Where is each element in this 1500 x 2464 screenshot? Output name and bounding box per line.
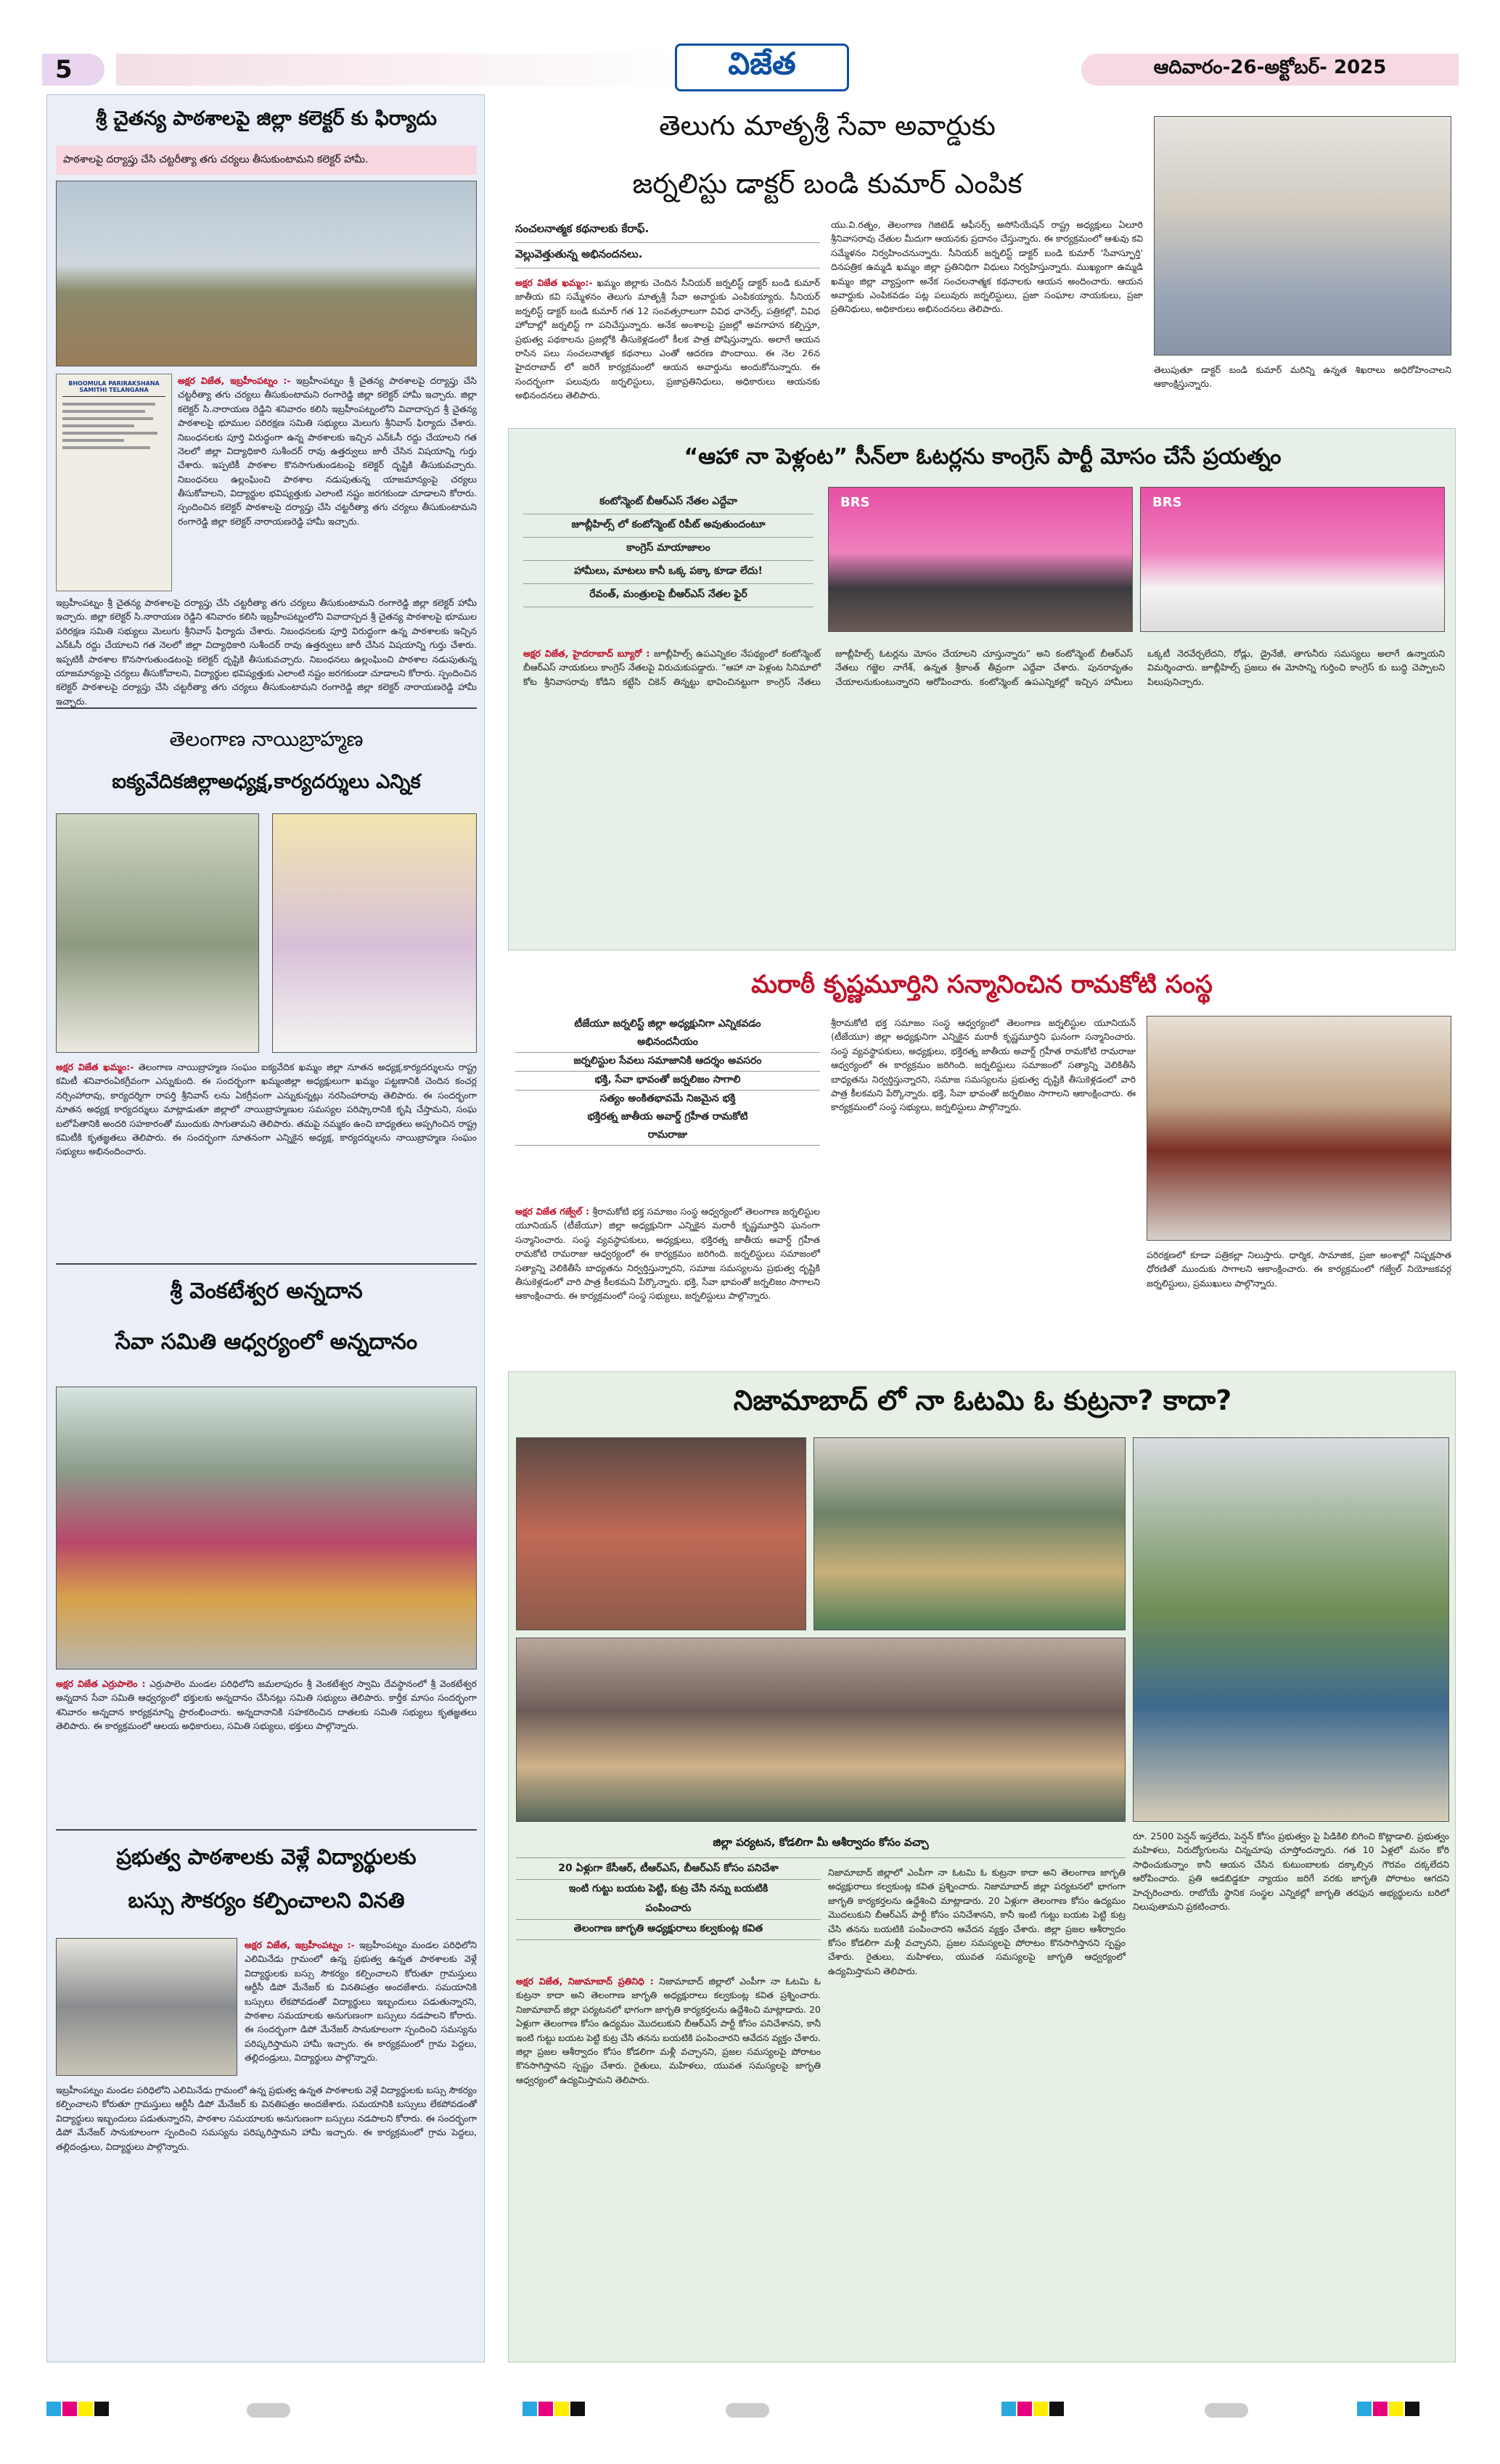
r4-body2 xyxy=(1133,1829,1449,2352)
r2-sub1: కంటోన్మెంట్ బీఆర్ఎస్ నేతల ఎద్దేవా xyxy=(523,491,813,514)
r3-subheads xyxy=(515,1016,820,1146)
divider xyxy=(56,707,477,709)
story1-dateline: అక్షర విజేత, ఇబ్రహీంపట్నం :- xyxy=(178,375,291,386)
masthead-title: విజేత xyxy=(728,46,796,81)
r4-text-col2: నిజామాబాద్ జిల్లాలో ఎంపీగా నా ఓటమి ఓ కుట్రనా కాదా అని తెలంగాణ జాగృతి అధ్యక్షురాలు కల్వకుంట్ల కవిత ప్రశ్నించారు. నిజామాబాద్ జిల్లా పర్యటనలో భాగంగా జాగృతి కార్యకర్తలను ఉద్దేశించి మాట్లాడారు. 20 ఏళ్లుగా తెలంగాణ కోసం ఉద్యమం మొదలుకుని బీఆర్ఎస్ పార్టీ కోసం పనిచేశానని, కానీ ఇంటి గుట్టు బయట పెట్టి కుట్ర చేసి తనను బయటికి పంపించారని ఆవేదన వ్యక్తం చేశారు. జిల్లా ప్రజల ఆశీర్వాదం కోసం కోడలిగా మళ్లీ వచ్చానని, ప్రజల సమస్యలపై పోరాటం కొనసాగిస్తానని స్పష్టం చేశారు. రైతులు, మహిళలు, యువత సమస్యలపై జాగృతి ఆధ్వర్యంలో ఉద్యమిస్తామని తెలిపారు. xyxy=(828,1867,1126,1976)
r3-sub2: అభినందనీయం xyxy=(515,1034,820,1053)
yellow-swatch xyxy=(1033,2402,1048,2416)
page-number-tab xyxy=(42,54,104,86)
yellow-swatch xyxy=(78,2402,93,2416)
story1-body-cont xyxy=(56,596,477,707)
r3-sub5: సత్యం అంకితభావమే నిజమైన భక్తి xyxy=(599,1093,736,1104)
cyan-swatch xyxy=(1357,2402,1372,2416)
r3-dateline: అక్షర విజేత గజ్వేల్ : xyxy=(515,1206,589,1217)
r1-text2: యు.వి.రత్నం, తెలంగాణ గెజిటెడ్ ఆఫీసర్స్ అసోసియేషన్ రాష్ట్ర అధ్యక్షులు ఏలూరి శ్రీనివాసరావు చేతుల మీదుగా ఆయనకు ప్రదానం చేస్తున్నారు. ఈ కార్యక్రమంలో ఆశువు కవి సమ్మేళనం నిర్వహించనున్నారు. సీనియర్ జర్నలిస్ట్ డాక్టర్ బండి కుమార్ 'సేవాస్ఫూర్తి' దినపత్రిక ఉమ్మడి ఖమ్మం జిల్లా ప్రతినిధిగా విధులు నిర్వహిస్తున్నారు. ముఖ్యంగా ఉమ్మడి ఖమ్మం జిల్లా వ్యాప్తంగా అనేక సంచలనాత్మక కథనాలకు ఆయన అందించారు. ఆయన అవార్డుకు ఎంపికవడం పట్ల పలువురు జర్నలిస్టులు, ప్రజా సంఘాల నాయకులు, ప్రజా ప్రతినిధులు, అధికారులు అభినందనలు తెలిపారు. xyxy=(831,219,1143,315)
registration-oval xyxy=(247,2403,290,2418)
story1-headline: శ్రీ చైతన్య పాఠశాలపై జిల్లా కలెక్టర్ కు ఫిర్యాదు xyxy=(96,107,437,130)
r3-sub3: జర్నలిస్టుల సేవలు సమాజానికి ఆదర్శం అవసరం xyxy=(515,1053,820,1072)
r1-text: ఖమ్మం జిల్లాకు చెందిన సీనియర్ జర్నలిస్ట్ డాక్టర్ బండి కుమార్ జాతీయ కవి సమ్మేళనం తెలుగు మాతృశ్రీ సేవా అవార్డుకు ఎంపికయ్యారు. సీనియర్ జర్నలిస్ట్ డాక్టర్ బండి కుమార్ గత 12 సంవత్సరాలుగా వివిధ ఛానెల్స్, పత్రికల్లో, వివిధ హోదాల్లో జర్నలిస్ట్ గా పనిచేస్తున్నారు. అనేక అంశాలపై ప్రజల్లో అవగాహన కల్పిస్తూ, ప్రభుత్వ పథకాలను ప్రజల్లోకి తీసుకెళ్లడంలో కీలక పాత్ర పోషిస్తున్నారు. అలాగే ఆయన రాసిన పలు సంచలనాత్మక కథనాలు ఎంతో ఆదరణ పొందాయి. ఈ నెల 26న హైదరాబాద్ లో జరిగే కార్యక్రమంలో ఆయన అవార్డును అందుకోనున్నారు. ఈ సందర్భంగా పలువురు జర్నలిస్టులు, ప్రజాప్రతినిధులు, అధికారులు ఆయనకు అభినందనలు తెలిపారు. xyxy=(515,277,820,401)
r4-subheads xyxy=(516,1860,821,1940)
r2-body xyxy=(523,646,1445,937)
r4-sub2: ఇంటి గుట్టు బయట పెట్టి, కుట్ర చేసి నన్ను బయటికి xyxy=(568,1883,769,1894)
story4-text-cont: ఇబ్రహీంపట్నం మండల పరిధిలోని ఎలిమినేడు గ్రామంలో ఉన్న ప్రభుత్వ ఉన్నత పాఠశాలకు వెళ్లే విద్యార్థులకు బస్సు సౌకర్యం కల్పించాలని కోరుతూ గ్రామస్తులు ఆర్టీసీ డిపో మేనేజర్ కు వినతిపత్రం అందజేశారు. సమయానికి బస్సులు లేకపోవడంతో విద్యార్థులు ఇబ్బందులు పడుతున్నారని, పాఠశాల సమయాలకు అనుగుణంగా బస్సులు నడపాలని కోరారు. ఈ సందర్భంగా డిపో మేనేజర్ సానుకూలంగా స్పందించి సమస్యను పరిష్కరిస్తామని హామీ ఇచ్చారు. ఈ కార్యక్రమంలో గ్రామ పెద్దలు, తల్లిదండ్రులు, విద్యార్థులు పాల్గొన్నారు. xyxy=(56,2085,477,2152)
r4-photo-caption: జిల్లా పర్యటన, కోడలిగా మీ ఆశీర్వాదం కోసం వచ్చా xyxy=(713,1835,929,1849)
r3-body xyxy=(515,1204,820,1357)
r1-subhead1: సంచలనాత్మక కథనాలకు కేరాఫ్. xyxy=(515,218,820,243)
kavitha-crowd-photo-1 xyxy=(516,1437,806,1630)
story1-subhead: పాఠశాలపై దర్యాప్తు చేసి చట్టరీత్యా తగు చర్యలు తీసుకుంటామని కలెక్టర్ హామీ. xyxy=(63,153,369,165)
r3-text2: శ్రీరామకోటి భక్త సమాజం సంస్థ ఆధ్వర్యంలో తెలంగాణ జర్నలిస్టుల యూనియన్ (టీజేయూ) జిల్లా అధ్యక్షునిగా ఎన్నికైన మరాఠీ కృష్ణమూర్తిని ఘనంగా సన్మానించారు. సంస్థ వ్యవస్థాపకులు, అధ్యక్షులు, భక్తిరత్న జాతీయ అవార్డ్ గ్రహీత రామకోటి రామరాజు ఆధ్వర్యంలో ఈ కార్యక్రమం జరిగింది. జర్నలిస్టులు సమాజంలో సత్యాన్ని వెలికితీసే బాధ్యతను నిర్వర్తిస్తున్నారని, సమాజ సమస్యలను ప్రభుత్వ దృష్టికి తీసుకెళ్లడంలో వారి పాత్ర కీలకమని పేర్కొన్నారు. భక్తి, సేవా భావంతో జర్నలిజం సాగాలని ఆకాంక్షించారు. ఈ కార్యక్రమంలో సంస్థ సభ్యులు, జర్నలిస్టులు పాల్గొన్నారు. xyxy=(831,1017,1136,1113)
masthead-logo xyxy=(675,44,849,91)
cyan-swatch xyxy=(522,2402,537,2416)
black-swatch xyxy=(570,2402,585,2416)
r4-dateline: అక్షర విజేత, నిజామాబాద్ ప్రతినిధి : xyxy=(516,1976,654,1987)
r2-sub3: కాంగ్రెస్ మాయాజాలం xyxy=(523,538,813,561)
r4-headline: నిజామాబాద్ లో నా ఓటమి ఓ కుట్రనా? కాదా? xyxy=(733,1384,1232,1417)
issue-date: ఆదివారం-26-అక్టోబర్- 2025 xyxy=(1153,57,1387,78)
divider xyxy=(56,1829,477,1831)
kavitha-stage-photo xyxy=(813,1437,1126,1630)
story2-dateline: అక్షర విజేత ఖమ్మం:- xyxy=(56,1061,134,1072)
bandi-kumar-portrait xyxy=(1154,116,1451,356)
r4-sub3: పంపించారు xyxy=(516,1900,821,1920)
left-column xyxy=(46,94,485,2362)
r2-subheads xyxy=(523,491,813,607)
r3-body2 xyxy=(831,1016,1136,1357)
r3-sub4: భక్తి, సేవా భావంతో జర్నలిజం సాగాలి xyxy=(515,1072,820,1091)
story4-dateline: అక్షర విజేత, ఇబ్రహీంపట్నం :- xyxy=(245,1939,355,1950)
magenta-swatch xyxy=(1017,2402,1032,2416)
magenta-swatch xyxy=(538,2402,553,2416)
story3-headline-line2: సేవా సమితి ఆధ్వర్యంలో అన్నదానం xyxy=(115,1329,418,1355)
r3-headline: మరాఠీ కృష్ణమూర్తిని సన్మానించిన రామకోటి సంస్థ xyxy=(751,970,1213,999)
kavitha-crowd-photo-2 xyxy=(516,1638,1126,1822)
r3-sub7: రామరాజు xyxy=(515,1127,820,1146)
right-story2 xyxy=(508,428,1456,950)
registration-strip-2 xyxy=(522,2402,585,2416)
r2-text: జూబ్లీహిల్స్ ఉపఎన్నికల నేపథ్యంలో కంటోన్మెంట్ బీఆర్ఎస్ నాయకులు కాంగ్రెస్ నేతలపై విరుచుకుపడ్డారు. “ఆహా నా పెళ్లంట సినిమాలో కోట శ్రీనివాసరావు కోడిని కట్టేసి చికెన్ తిన్నట్టు భావించినట్టుగా కాంగ్రెస్ నేతలు జూబ్లీహిల్స్ ఓటర్లను మోసం చేయాలని చూస్తున్నారు” అని కంటోన్మెంట్ బీఆర్ఎస్ నేతలు గజ్జెల నాగేశ్, ఉన్నత శ్రీకాంత్ తీవ్రంగా ఎద్దేవా చేశారు. పునరావృతం చేయాలనుకుంటున్నారని ఆరోపించారు. కంటోన్మెంట్ ఉపఎన్నికల్లో ఇచ్చిన హామీలు ఒక్కటీ నెరవేర్చలేదని, రోడ్లు, డ్రైనేజీ, తాగునీరు సమస్యలు అలాగే ఉన్నాయని విమర్శించారు. జూబ్లీహిల్స్ ప్రజలు ఈ మోసాన్ని గుర్తించి కాంగ్రెస్ కు బుద్ధి చెప్పాలని పిలుపునిచ్చారు. xyxy=(523,648,1445,687)
date-tab xyxy=(1081,54,1459,86)
r4-body xyxy=(516,1974,821,2352)
footer-registration-marks xyxy=(0,2394,1500,2423)
r3-text: శ్రీరామకోటి భక్త సమాజం సంస్థ ఆధ్వర్యంలో తెలంగాణ జర్నలిస్టుల యూనియన్ (టీజేయూ) జిల్లా అధ్యక్షునిగా ఎన్నికైన మరాఠీ కృష్ణమూర్తిని ఘనంగా సన్మానించారు. సంస్థ వ్యవస్థాపకులు, అధ్యక్షులు, భక్తిరత్న జాతీయ అవార్డ్ గ్రహీత రామకోటి రామరాజు ఆధ్వర్యంలో ఈ కార్యక్రమం జరిగింది. జర్నలిస్టులు సమాజంలో సత్యాన్ని వెలికితీసే బాధ్యతను నిర్వర్తిస్తున్నారని, సమాజ సమస్యలను ప్రభుత్వ దృష్టికి తీసుకెళ్లడంలో వారి పాత్ర కీలకమని పేర్కొన్నారు. భక్తి, సేవా భావంతో జర్నలిజం సాగాలని ఆకాంక్షించారు. ఈ కార్యక్రమంలో సంస్థ సభ్యులు, జర్నలిస్టులు పాల్గొన్నారు. xyxy=(515,1206,820,1302)
story4-text: ఇబ్రహీంపట్నం మండల పరిధిలోని ఎలిమినేడు గ్రామంలో ఉన్న ప్రభుత్వ ఉన్నత పాఠశాలకు వెళ్లే విద్యార్థులకు బస్సు సౌకర్యం కల్పించాలని కోరుతూ గ్రామస్తులు ఆర్టీసీ డిపో మేనేజర్ కు వినతిపత్రం అందజేశారు. సమయానికి బస్సులు లేకపోవడంతో విద్యార్థులు ఇబ్బందులు పడుతున్నారని, పాఠశాల సమయాలకు అనుగుణంగా బస్సులు నడపాలని కోరారు. ఈ సందర్భంగా డిపో మేనేజర్ సానుకూలంగా స్పందించి సమస్యను పరిష్కరిస్తామని హామీ ఇచ్చారు. ఈ కార్యక్రమంలో గ్రామ పెద్దలు, తల్లిదండ్రులు, విద్యార్థులు పాల్గొన్నారు. xyxy=(245,1939,477,2063)
brs-banner-2: BRS xyxy=(1152,495,1182,510)
cyan-swatch xyxy=(1001,2402,1016,2416)
kavitha-speech-photo xyxy=(1133,1437,1449,1822)
r3-sub1: టీజేయూ జర్నలిస్ట్ జిల్లా అధ్యక్షునిగా ఎన్నికవడం xyxy=(574,1018,761,1030)
r1-body xyxy=(515,276,820,414)
r2-dateline: అక్షర విజేత, హైదరాబాద్ బ్యూరో : xyxy=(523,648,650,659)
magenta-swatch xyxy=(1373,2402,1388,2416)
brs-press-meet-photo-1 xyxy=(828,487,1133,632)
story2-body xyxy=(56,1060,477,1256)
yellow-swatch xyxy=(554,2402,569,2416)
r1-subheads xyxy=(515,218,820,268)
magenta-swatch xyxy=(62,2402,77,2416)
president-photo xyxy=(56,813,259,1053)
r4-text: నిజామాబాద్ జిల్లాలో ఎంపీగా నా ఓటమి ఓ కుట్రనా కాదా అని తెలంగాణ జాగృతి అధ్యక్షురాలు కల్వకుంట్ల కవిత ప్రశ్నించారు. నిజామాబాద్ జిల్లా పర్యటనలో భాగంగా జాగృతి కార్యకర్తలను ఉద్దేశించి మాట్లాడారు. 20 ఏళ్లుగా తెలంగాణ కోసం ఉద్యమం మొదలుకుని బీఆర్ఎస్ పార్టీ కోసం పనిచేశానని, కానీ ఇంటి గుట్టు బయట పెట్టి కుట్ర చేసి తనను బయటికి పంపించారని ఆవేదన వ్యక్తం చేశారు. జిల్లా ప్రజల ఆశీర్వాదం కోసం కోడలిగా మళ్లీ వచ్చానని, ప్రజల సమస్యలపై పోరాటం కొనసాగిస్తానని స్పష్టం చేశారు. రైతులు, మహిళలు, యువత సమస్యలపై జాగృతి ఆధ్వర్యంలో ఉద్యమిస్తామని తెలిపారు. xyxy=(516,1976,821,2085)
felicitation-photo xyxy=(1147,1016,1451,1241)
r4-body-col2 xyxy=(828,1865,1126,2352)
story1-body xyxy=(178,374,477,591)
registration-oval xyxy=(726,2403,769,2418)
r1-caption: తెలుపుతూ డాక్టర్ బండి కుమార్ మరిన్ని ఉన్నత శిఖరాలు అధిరోహించాలని ఆకాంక్షిస్తున్నారు. xyxy=(1154,364,1451,390)
story3-text: ఎర్రుపాలెం మండల పరిధిలోని జమలాపురం శ్రీ వెంకటేశ్వర స్వామి దేవస్థానంలో శ్రీ వెంకటేశ్వర అన్నదాన సేవా సమితి ఆధ్వర్యంలో భక్తులకు అన్నదానం చేసినట్లు సమితి సభ్యులు తెలిపారు. కార్తీక మాసం సందర్భంగా శనివారం అన్నదాన కార్యక్రమాన్ని ప్రారంభించారు. అన్నదానానికి సహకరించిన దాతలకు సమితి సభ్యులు కృతజ్ఞతలు తెలిపారు. ఈ కార్యక్రమంలో ఆలయ అధికారులు, సమితి సభ్యులు, భక్తులు పాల్గొన్నారు. xyxy=(56,1678,477,1732)
registration-oval xyxy=(1205,2403,1248,2418)
yellow-swatch xyxy=(1389,2402,1403,2416)
right-story4 xyxy=(508,1371,1456,2362)
story4-headline-line2: బస్సు సౌకర్యం కల్పించాలని వినతి xyxy=(128,1888,405,1913)
story2-kicker: తెలంగాణ నాయిబ్రాహ్మణ xyxy=(169,727,364,751)
registration-strip-4 xyxy=(1357,2402,1419,2416)
petrol-bunk-photo xyxy=(56,181,477,366)
masthead-band xyxy=(116,54,1081,86)
annadanam-photo xyxy=(56,1387,477,1670)
r4-text2: రూ. 2500 పెన్షన్ ఇస్తలేదు, పెన్షన్ కోసం ప్రభుత్వం పై పిడికిలి బిగించి కొట్లాడాలి. ప్రభుత్వం మహిళలు, నిరుద్యోగులను చిన్నచూపు చూస్తోందన్నారు. గత 10 ఏళ్లలో మనం కోరి సాధించుకున్నాం కానీ ఆయన చేసిన కుటుంబాలకు దక్కాల్సిన గౌరవం దక్కలేదని ఆరోపించారు. ప్రతి ఆడబిడ్డకూ న్యాయం జరిగే వరకు జాగృతి పోరాటం ఆగదని హెచ్చరించారు. రాబోయే స్థానిక సంస్థల ఎన్నికల్లో జాగృతి తరఫున అభ్యర్థులను బరిలో నిలుపుతామని ప్రకటించారు. xyxy=(1133,1831,1449,1912)
r3-sub6: భక్తిరత్న జాతీయ అవార్డ్ గ్రహీత రామకోటి xyxy=(587,1111,748,1122)
story1-subhead-band xyxy=(56,146,477,175)
r3-caption: పరిరక్షణలో కూడా పత్రికల్లా నిలుస్తారు. ధార్మిక, సామాజిక, ప్రజా అంశాల్లో నిష్పక్షపాత ధోరణితో ముందుకు సాగాలని ఆకాంక్షించారు. ఈ కార్యక్రమంలో గజ్వేల్ నియోజకవర్గ జర్నలిస్టులు, ప్రముఖులు పాల్గొన్నారు. xyxy=(1147,1249,1451,1289)
right-story3 xyxy=(508,958,1456,1364)
brs-banner-1: BRS xyxy=(840,495,870,510)
cyan-swatch xyxy=(46,2402,61,2416)
r4-sub4: తెలంగాణ జాగృతి అధ్యక్షురాలు కల్వకుంట్ల కవిత xyxy=(516,1920,821,1940)
story4-headline-line1: ప్రభుత్వ పాఠశాలకు వెళ్లే విద్యార్థులకు xyxy=(116,1844,417,1869)
r4-headline-band xyxy=(509,1372,1456,1430)
r4-photo-caption-band xyxy=(516,1829,1126,1858)
story4-body xyxy=(245,1938,477,2076)
story3-dateline: అక్షర విజేత ఎర్రుపాలెం : xyxy=(56,1678,146,1689)
secretary-photo xyxy=(272,813,477,1053)
story3-body xyxy=(56,1677,477,1822)
complaint-document-image xyxy=(56,374,172,591)
divider xyxy=(56,1263,477,1265)
story4-body-cont xyxy=(56,2083,477,2352)
r1-dateline: అక్షర విజేత ఖమ్మం:- xyxy=(515,277,593,288)
story1-text: ఇబ్రహీంపట్నం శ్రీ చైతన్య పాఠశాలపై దర్యాప్తు చేసి చట్టరీత్యా తగు చర్యలు తీసుకుంటామని రంగారెడ్డి జిల్లా కలెక్టర్ హామీ ఇచ్చారు. జిల్లా కలెక్టర్ సి.నారాయణ రెడ్డిని శనివారం కలిసి ఇబ్రహీంపట్నంలోని వివాదాస్పద శ్రీ చైతన్య పాఠశాలపై భూముల పరిరక్షణ సమితి సభ్యులు మెలుగు శ్రీనివాస్ ఫిర్యాదు చేశారు. నిబంధనలకు పూర్తి విరుద్ధంగా ఉన్న పాఠశాలకు ఇచ్చిన ఎన్ఓసీ రద్దు చేయాలని గత నెలలో జిల్లా విద్యాధికారి సుశీందర్ రావు ఉత్తర్వులు జారీ చేసిన విషయాన్ని గుర్తు చేశారు. ఇప్పటికీ పాఠశాల కొనసాగుతుండటంపై కలెక్టర్ దృష్టికి తీసుకువచ్చారు. నిబంధనలు ఉల్లంఘించి పాఠశాల నడుపుతున్న యాజమాన్యంపై చర్యలు తీసుకోవాలని, విద్యార్థుల భవిష్యత్తుకు ఎలాంటి నష్టం జరగకుండా చూడాలని కోరారు. స్పందించిన కలెక్టర్ పాఠశాలపై దర్యాప్తు చేసి చట్టరీత్యా తగు చర్యలు తీసుకుంటామని రంగారెడ్డి జిల్లా కలెక్టర్ నారాయణరెడ్డి హామీ ఇచ్చారు. xyxy=(178,375,478,527)
bus-petition-photo xyxy=(56,1938,237,2076)
right-story1 xyxy=(508,94,1456,421)
r2-sub2: జూబ్లీహిల్స్ లో కంటోన్మెంట్ రిపీట్ అవుతుందంటూ xyxy=(523,514,813,538)
story2-text: తెలంగాణ నాయిబ్రాహ్మణ సంఘం ఐక్యవేదిక ఖమ్మం జిల్లా నూతన అధ్యక్ష,కార్యదర్శులను రాష్ట్ర కమిటీ శనివారంఏకగ్రీవంగా ఎన్నుకుంది. ఈ సందర్భంగా ఖమ్మంజిల్లా అధ్యక్షులుగా ఖమ్మం పట్టణానికి చెందిన కంచర్ల నర్సింహారావు, కార్యదర్శిగా రాపర్తి శ్రీనివాస్ లను ఏకగ్రీవంగా ఎన్నుకున్నట్లు నరసింహారావు తెలిపారు. ఈ సందర్భంగా నూతన అధ్యక్ష కార్యదర్శులు మాట్లాడుతూ జిల్లాలో నాయిబ్రాహ్మణుల సమస్యల పరిష్కారానికి కృషి చేస్తామని, సంఘ బలోపేతానికి అందరి సహకారంతో ముందుకు సాగుతామని తెలిపారు. తమపై నమ్మకం ఉంచి బాధ్యతలు అప్పగించిన రాష్ట్ర కమిటీకి కృతజ్ఞతలు తెలిపారు. ఈ సందర్భంగా నూతనంగా ఎన్నికైన అధ్యక్ష, కార్యదర్శులను నాయిబ్రాహ్మణ సంఘం సభ్యులు అభినందించారు. xyxy=(56,1061,477,1157)
r1-headline-line2: జర్నలిస్టు డాక్టర్ బండి కుమార్ ఎంపిక xyxy=(632,168,1022,200)
document-header: BHOOMULA PARIRAKSHANA SAMITHI TELANGANA xyxy=(62,380,165,397)
r1-subhead2: వెల్లువెత్తుతున్న అభినందనలు. xyxy=(515,243,820,268)
r2-headline: “ఆహా నా పెళ్లంట” సీన్‌లా ఓటర్లను కాంగ్రెస్ పార్టీ మోసం చేసే ప్రయత్నం xyxy=(684,444,1282,469)
page-header xyxy=(0,0,1500,91)
registration-strip-1 xyxy=(46,2402,109,2416)
black-swatch xyxy=(1405,2402,1419,2416)
r2-sub5: రేవంత్, మంత్రులపై బీఆర్ఎస్ నేతల ఫైర్ xyxy=(523,584,813,607)
story1-text-cont: ఇబ్రహీంపట్నం శ్రీ చైతన్య పాఠశాలపై దర్యాప్తు చేసి చట్టరీత్యా తగు చర్యలు తీసుకుంటామని రంగారెడ్డి జిల్లా కలెక్టర్ హామీ ఇచ్చారు. జిల్లా కలెక్టర్ సి.నారాయణ రెడ్డిని శనివారం కలిసి ఇబ్రహీంపట్నంలోని వివాదాస్పద శ్రీ చైతన్య పాఠశాలపై భూముల పరిరక్షణ సమితి సభ్యులు మెలుగు శ్రీనివాస్ ఫిర్యాదు చేశారు. నిబంధనలకు పూర్తి విరుద్ధంగా ఉన్న పాఠశాలకు ఇచ్చిన ఎన్ఓసీ రద్దు చేయాలని గత నెలలో జిల్లా విద్యాధికారి సుశీందర్ రావు ఉత్తర్వులు జారీ చేసిన విషయాన్ని గుర్తు చేశారు. ఇప్పటికీ పాఠశాల కొనసాగుతుండటంపై కలెక్టర్ దృష్టికి తీసుకువచ్చారు. నిబంధనలు ఉల్లంఘించి పాఠశాల నడుపుతున్న యాజమాన్యంపై చర్యలు తీసుకోవాలని, విద్యార్థుల భవిష్యత్తుకు ఎలాంటి నష్టం జరగకుండా చూడాలని కోరారు. స్పందించిన కలెక్టర్ పాఠశాలపై దర్యాప్తు చేసి చట్టరీత్యా తగు చర్యలు తీసుకుంటామని రంగారెడ్డి జిల్లా కలెక్టర్ నారాయణరెడ్డి హామీ ఇచ్చారు. xyxy=(56,597,477,707)
r2-sub4: హామీలు, మాటలు కానీ ఒక్క పక్కా కూడా లేదు! xyxy=(523,561,813,584)
r1-headline-line1: తెలుగు మాతృశ్రీ సేవా అవార్డుకు xyxy=(659,110,996,141)
r4-sub1: 20 ఏళ్లుగా కేసీఆర్, టీఆర్ఎస్, బీఆర్ఎస్ కోసం పనిచేశా xyxy=(516,1860,821,1880)
r1-body2 xyxy=(831,218,1143,414)
black-swatch xyxy=(1049,2402,1064,2416)
story2-headline: ఐక్యవేదికజిల్లాఅధ్యక్ష,కార్యదర్శులు ఎన్నిక xyxy=(112,771,421,793)
page-number: 5 xyxy=(55,55,73,84)
registration-strip-3 xyxy=(1001,2402,1064,2416)
story3-headline-line1: శ్రీ వెంకటేశ్వర అన్నదాన xyxy=(170,1278,363,1304)
brs-press-meet-photo-2 xyxy=(1140,487,1445,632)
black-swatch xyxy=(94,2402,109,2416)
